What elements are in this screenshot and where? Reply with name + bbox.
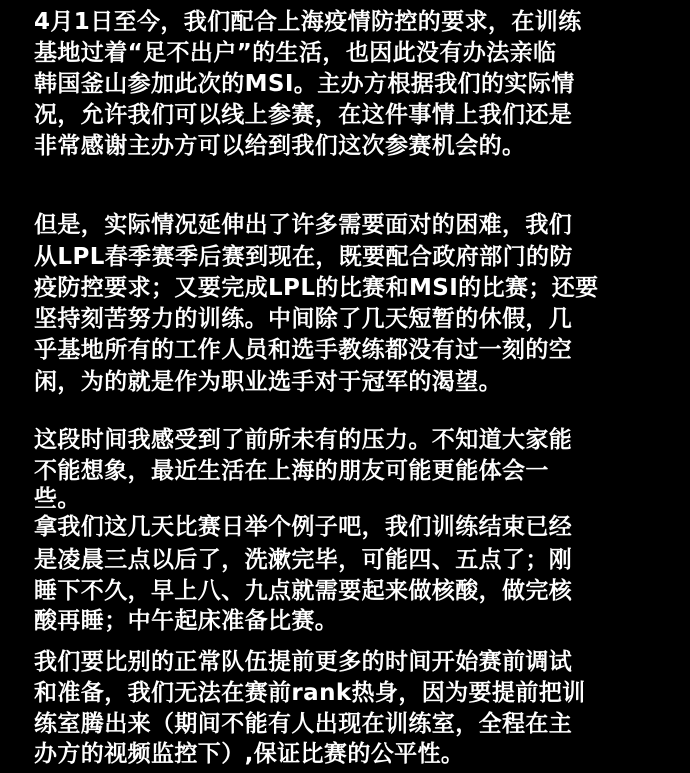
text-line: 和准备，我们无法在赛前rank热身，因为要提前把训 [34, 680, 586, 706]
text-line: 不能想象，最近生活在上海的朋友可能更能体会一 [34, 458, 549, 484]
text-line: 基地过着“足不出户”的生活，也因此没有办法亲临 [34, 40, 557, 66]
text-line: 韩国釜山参加此次的MSI。主办方根据我们的实际情 [34, 71, 575, 97]
text-line: 坚持刻苦努力的训练。中间除了几天短暂的休假，几 [34, 306, 573, 332]
text-line: 拿我们这几天比赛日举个例子吧，我们训练结束已经 [34, 514, 573, 540]
text-line: 非常感谢主办方可以给到我们这次参赛机会的。 [34, 133, 526, 159]
text-line: 乎基地所有的工作人员和选手教练都没有过一刻的空 [34, 337, 573, 363]
text-line: 况，允许我们可以线上参赛，在这件事情上我们还是 [34, 102, 573, 128]
text-line: 闲，为的就是作为职业选手对于冠军的渴望。 [34, 369, 502, 395]
text-line: 这段时间我感受到了前所未有的压力。不知道大家能 [34, 427, 573, 453]
text-line: 办方的视频监控下）,保证比赛的公平性。 [34, 741, 465, 767]
text-line: 些。 [34, 486, 81, 512]
text-line: 但是，实际情况延伸出了许多需要面对的困难，我们 [34, 212, 573, 238]
text-line: 练室腾出来（期间不能有人出现在训练室，全程在主 [34, 711, 573, 737]
text-line: 睡下不久，早上八、九点就需要起来做核酸，做完核 [34, 578, 573, 604]
text-line: 疫防控要求；又要完成LPL的比赛和MSI的比赛；还要 [34, 275, 599, 301]
text-line: 从LPL春季赛季后赛到现在，既要配合政府部门的防 [34, 244, 573, 270]
text-line: 我们要比别的正常队伍提前更多的时间开始赛前调试 [34, 649, 573, 675]
text-line: 4月1日至今，我们配合上海疫情防控的要求，在训练 [34, 9, 582, 35]
text-line: 酸再睡；中午起床准备比赛。 [34, 608, 339, 634]
text-line: 是凌晨三点以后了，洗漱完毕，可能四、五点了；刚 [34, 547, 573, 573]
